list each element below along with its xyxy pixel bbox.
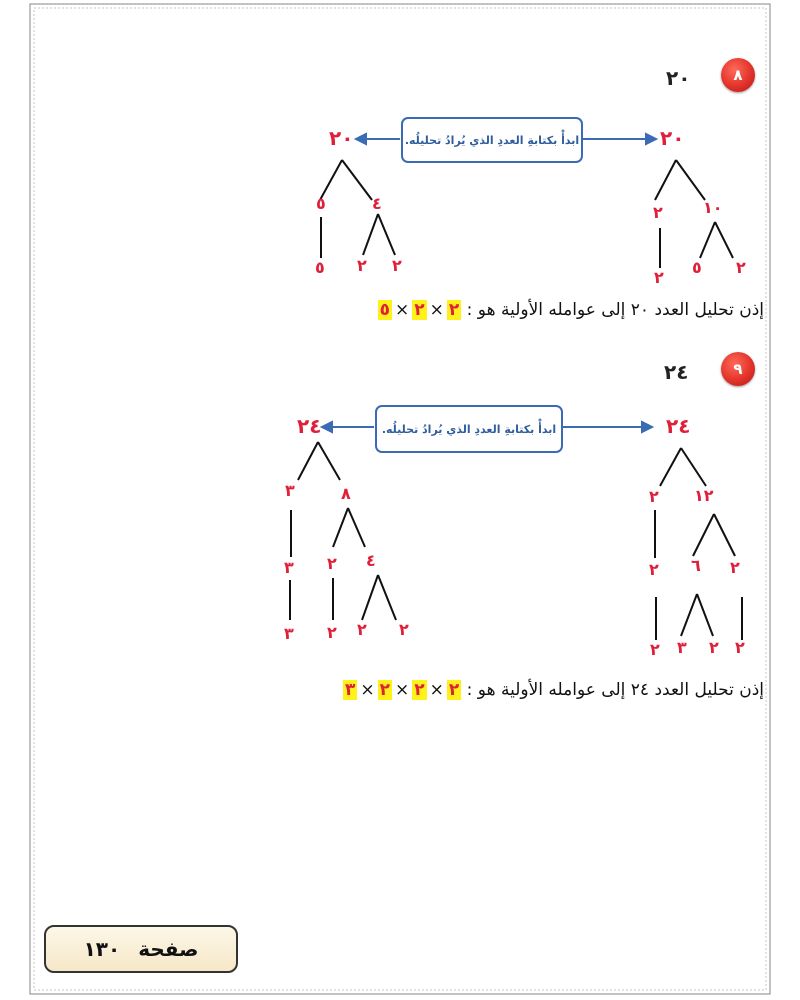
tree-node: ٤ xyxy=(366,551,376,570)
tree-node: ٢ xyxy=(730,558,740,577)
factor: ٢ xyxy=(414,300,425,320)
tree-leaf: ٢ xyxy=(399,620,409,639)
result-line-9 xyxy=(343,680,764,700)
problem-badge-8: ٨ xyxy=(721,58,755,92)
page-number-box xyxy=(44,925,238,973)
tree-node: ٢ xyxy=(653,203,663,222)
tree-leaf: ٣ xyxy=(284,624,294,643)
times-sign: × xyxy=(360,680,375,700)
result-prefix-8: إذن تحليل العدد ٢٠ إلى عوامله الأولية هو : xyxy=(466,300,764,320)
tree-root-left-8: ٢٠ xyxy=(329,126,354,150)
factor: ٢ xyxy=(448,680,460,700)
tree-node: ٣ xyxy=(285,481,295,500)
tree-node: ٢ xyxy=(649,487,659,506)
tree-node: ٢ xyxy=(327,554,337,573)
tree-node: ١٢ xyxy=(694,486,714,505)
factor: ٥ xyxy=(379,300,390,320)
times-sign: × xyxy=(394,300,410,320)
tree-leaf: ٢ xyxy=(327,623,337,642)
note-box-9: ابدأْ بكتابةِ العددِ الذي يُرادُ تحليلُه. xyxy=(375,405,563,453)
times-sign: × xyxy=(429,680,444,700)
tree-leaf: ٢ xyxy=(709,638,719,657)
tree-node: ٥ xyxy=(316,194,326,213)
tree-node: ٢ xyxy=(649,560,659,579)
factor: ٣ xyxy=(344,680,356,700)
tree-node: ٦ xyxy=(691,556,701,575)
times-sign: × xyxy=(429,300,444,320)
result-line-8 xyxy=(378,300,764,320)
tree-lines-right-9 xyxy=(655,448,742,640)
page-label: صفحة xyxy=(138,937,199,961)
problem-number-9: ٢٤ xyxy=(664,360,689,384)
tree-leaf: ٢ xyxy=(357,620,367,639)
tree-root-right-9: ٢٤ xyxy=(666,414,691,438)
tree-lines-left-9 xyxy=(290,442,396,620)
tree-leaf: ٢ xyxy=(654,268,664,287)
tree-leaf: ٢ xyxy=(650,640,660,659)
tree-leaf: ٢ xyxy=(392,256,402,275)
result-prefix-9: إذن تحليل العدد ٢٤ إلى عوامله الأولية هو : xyxy=(466,680,764,700)
problem-number-8: ٢٠ xyxy=(666,66,691,90)
factor: ٢ xyxy=(448,300,460,320)
tree-leaf: ٢ xyxy=(736,258,746,277)
tree-leaf: ٥ xyxy=(315,258,325,277)
tree-leaf: ٢ xyxy=(357,256,367,275)
tree-root-right-8: ٢٠ xyxy=(660,126,685,150)
page-number: ١٣٠ xyxy=(83,937,121,961)
factor: ٢ xyxy=(414,680,425,700)
factor: ٢ xyxy=(379,680,390,700)
tree-node: ٨ xyxy=(341,484,351,503)
tree-leaf: ٥ xyxy=(692,258,702,277)
tree-root-left-9: ٢٤ xyxy=(297,414,322,438)
tree-node: ٤ xyxy=(372,194,382,213)
tree-node: ٣ xyxy=(284,558,294,577)
times-sign: × xyxy=(394,680,410,700)
tree-leaf: ٢ xyxy=(735,638,745,657)
tree-node: ١٠ xyxy=(703,198,723,217)
problem-badge-9: ٩ xyxy=(721,352,755,386)
tree-leaf: ٣ xyxy=(677,638,687,657)
note-box-8: ابدأْ بكتابةِ العددِ الذي يُرادُ تحليلُه. xyxy=(401,117,583,163)
tree-lines-left-8 xyxy=(320,160,395,258)
